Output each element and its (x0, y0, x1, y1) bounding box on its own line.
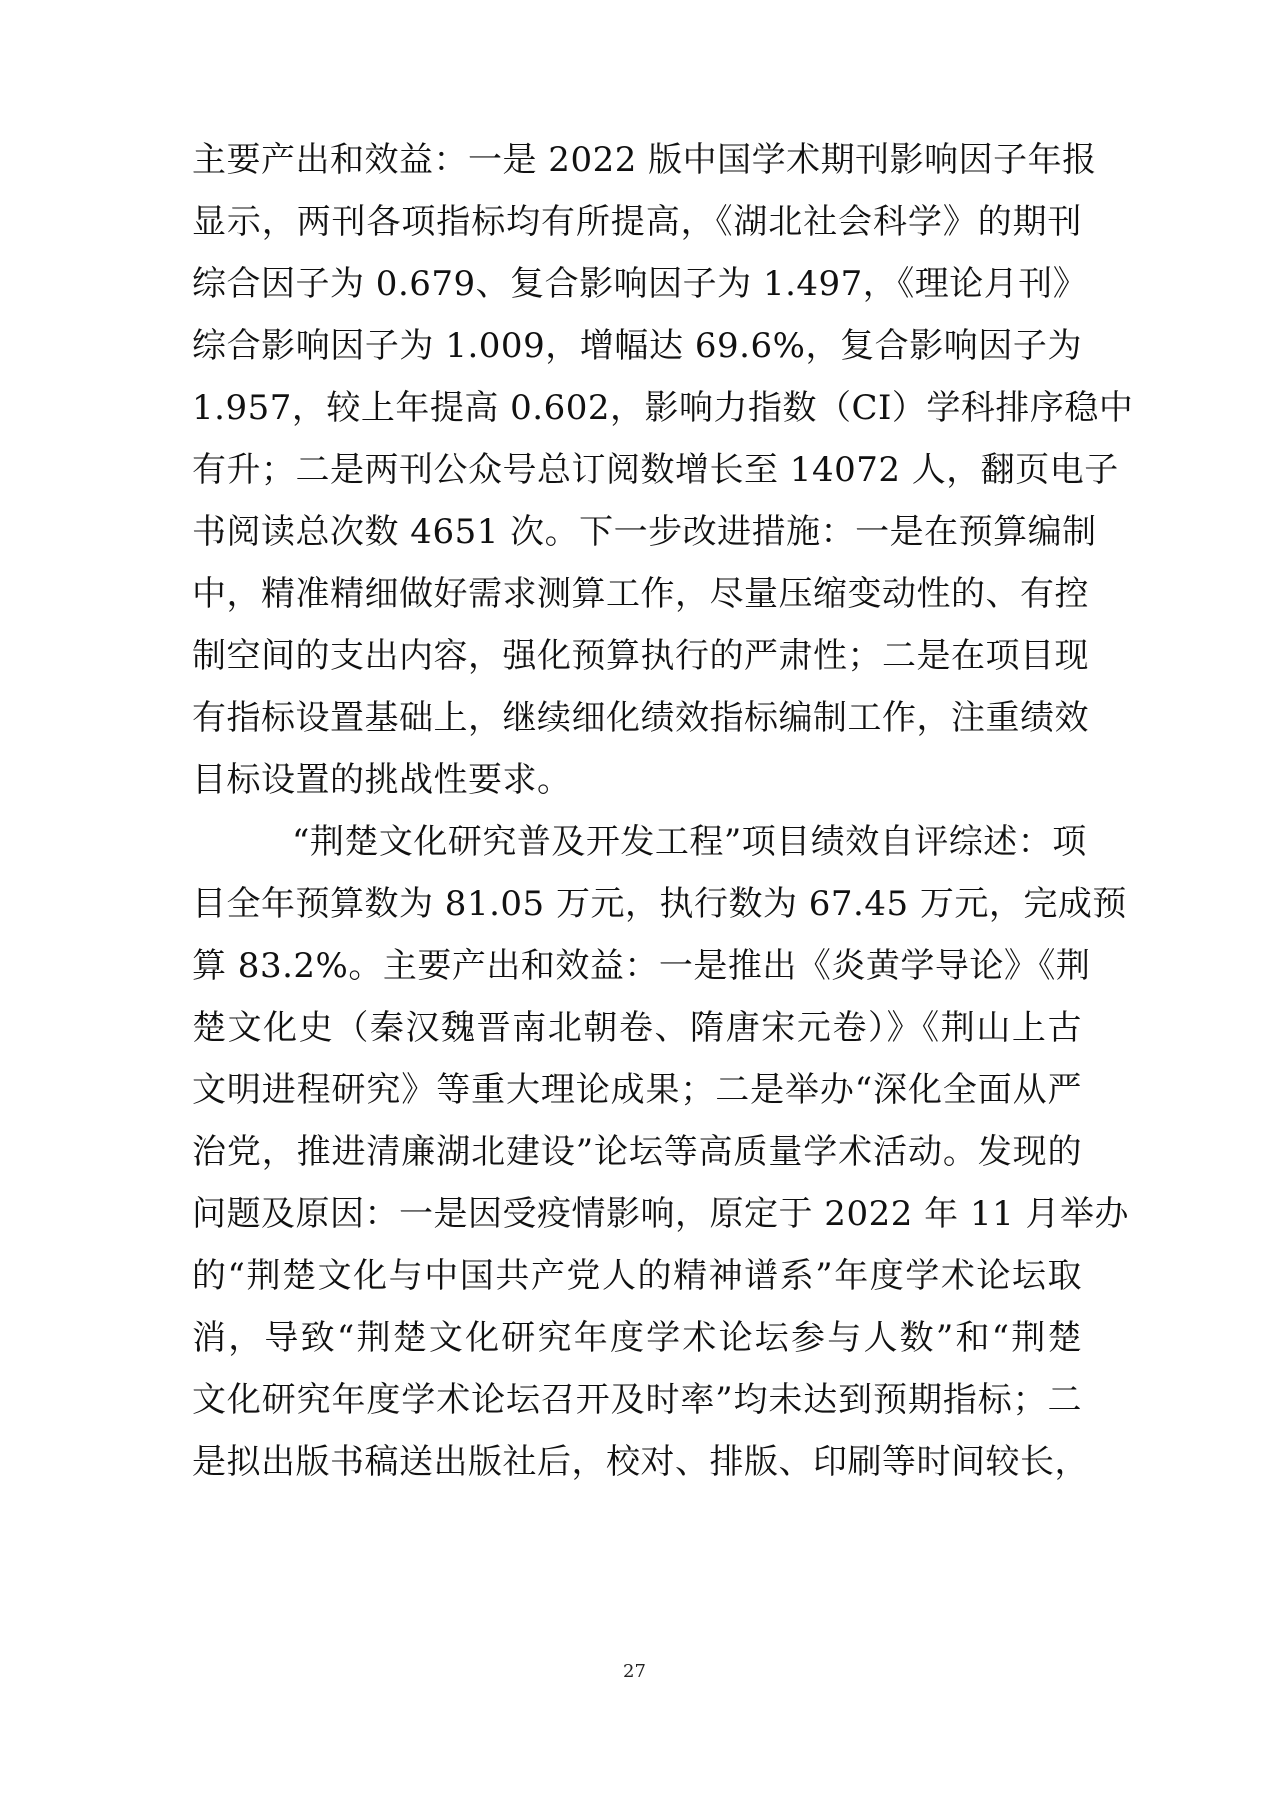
text-line: 书阅读总次数 4651 次。下一步改进措施：一是在预算编制 (192, 512, 1097, 552)
text-line: 显示，两刊各项指标均有所提高，《湖北社会科学》的期刊 (192, 202, 1082, 242)
text-line: 的“荆楚文化与中国共产党人的精神谱系”年度学术论坛取 (192, 1256, 1082, 1296)
text-line: 问题及原因：一是因受疫情影响，原定于 2022 年 11 月举办 (192, 1194, 1130, 1234)
page-number: 27 (623, 1661, 646, 1682)
text-line: 1.957，较上年提高 0.602，影响力指数（CI）学科排序稳中 (192, 388, 1134, 428)
text-line: 主要产出和效益：一是 2022 版中国学术期刊影响因子年报 (192, 140, 1097, 180)
text-line: 治党，推进清廉湖北建设”论坛等高质量学术活动。发现的 (192, 1132, 1082, 1172)
text-line: 综合影响因子为 1.009，增幅达 69.6%，复合影响因子为 (192, 326, 1082, 366)
text-line: 是拟出版书稿送出版社后，校对、排版、印刷等时间较长， (192, 1442, 1089, 1482)
text-line: 算 83.2%。主要产出和效益：一是推出《炎黄学导论》《荆 (192, 946, 1091, 986)
text-line: 消，导致“荆楚文化研究年度学术论坛参与人数”和“荆楚 (192, 1318, 1082, 1358)
text-line: 文化研究年度学术论坛召开及时率”均未达到预期指标；二 (192, 1380, 1082, 1420)
text-line: 中，精准精细做好需求测算工作，尽量压缩变动性的、有控 (192, 574, 1089, 614)
text-line: 楚文化史（秦汉魏晋南北朝卷、隋唐宋元卷）》《荆山上古 (192, 1008, 1082, 1048)
text-line: 目全年预算数为 81.05 万元，执行数为 67.45 万元，完成预 (192, 884, 1127, 924)
text-line: 目标设置的挑战性要求。 (192, 760, 572, 800)
text-line: 文明进程研究》等重大理论成果；二是举办“深化全面从严 (192, 1070, 1082, 1110)
text-line: 制空间的支出内容，强化预算执行的严肃性；二是在项目现 (192, 636, 1089, 676)
text-line: 综合因子为 0.679、复合影响因子为 1.497，《理论月刊》 (192, 264, 1088, 304)
text-line: 有升；二是两刊公众号总订阅数增长至 14072 人，翻页电子 (192, 450, 1119, 490)
text-line: 有指标设置基础上，继续细化绩效指标编制工作，注重绩效 (192, 698, 1089, 738)
paragraph-first-line: “荆楚文化研究普及开发工程”项目绩效自评综述：项 (292, 822, 1087, 862)
